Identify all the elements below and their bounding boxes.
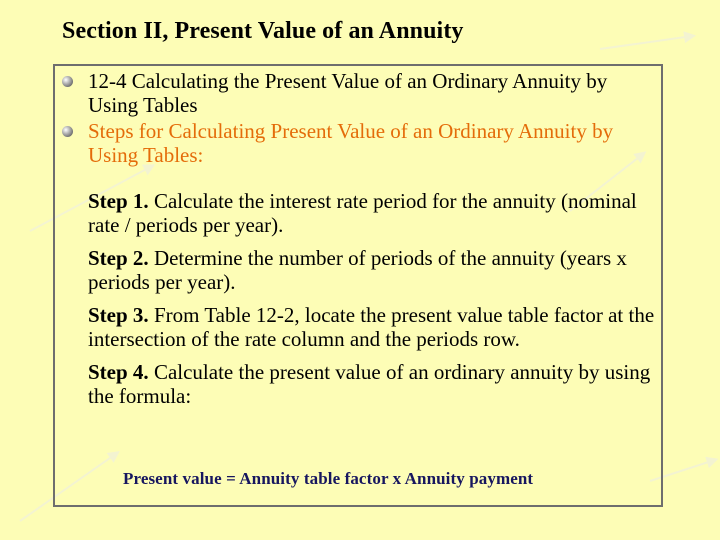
step-label: Step 1. xyxy=(88,189,149,213)
background-arrow-decoration xyxy=(600,35,694,50)
step-label: Step 4. xyxy=(88,360,149,384)
bullet-text: Steps for Calculating Present Value of an Ordinary Annuity by Using Tables: xyxy=(88,119,614,167)
bullet-icon xyxy=(62,76,73,87)
step-text: Determine the number of periods of the annuity (years x periods per year). xyxy=(88,246,627,294)
bullet-item xyxy=(60,120,660,167)
bullet-text: 12-4 Calculating the Present Value of an Ordinary Annuity by Using Tables xyxy=(88,69,608,117)
bullet-list xyxy=(60,70,660,170)
bullet-item xyxy=(60,70,660,117)
step-item xyxy=(88,361,668,408)
steps-list xyxy=(88,190,668,418)
bullet-icon xyxy=(62,126,73,137)
slide-title: Section II, Present Value of an Annuity xyxy=(62,18,464,44)
step-item xyxy=(88,304,668,351)
step-text: Calculate the interest rate period for the annuity (nominal rate / periods per year). xyxy=(88,189,637,237)
step-item xyxy=(88,190,668,237)
step-label: Step 3. xyxy=(88,303,149,327)
step-text: Calculate the present value of an ordinary annuity by using the formula: xyxy=(88,360,651,408)
step-label: Step 2. xyxy=(88,246,149,270)
formula-text: Present value = Annuity table factor x Annuity payment xyxy=(123,469,534,488)
step-item xyxy=(88,247,668,294)
step-text: From Table 12-2, locate the present value table factor at the intersection of the rate column and the periods row. xyxy=(88,303,655,351)
